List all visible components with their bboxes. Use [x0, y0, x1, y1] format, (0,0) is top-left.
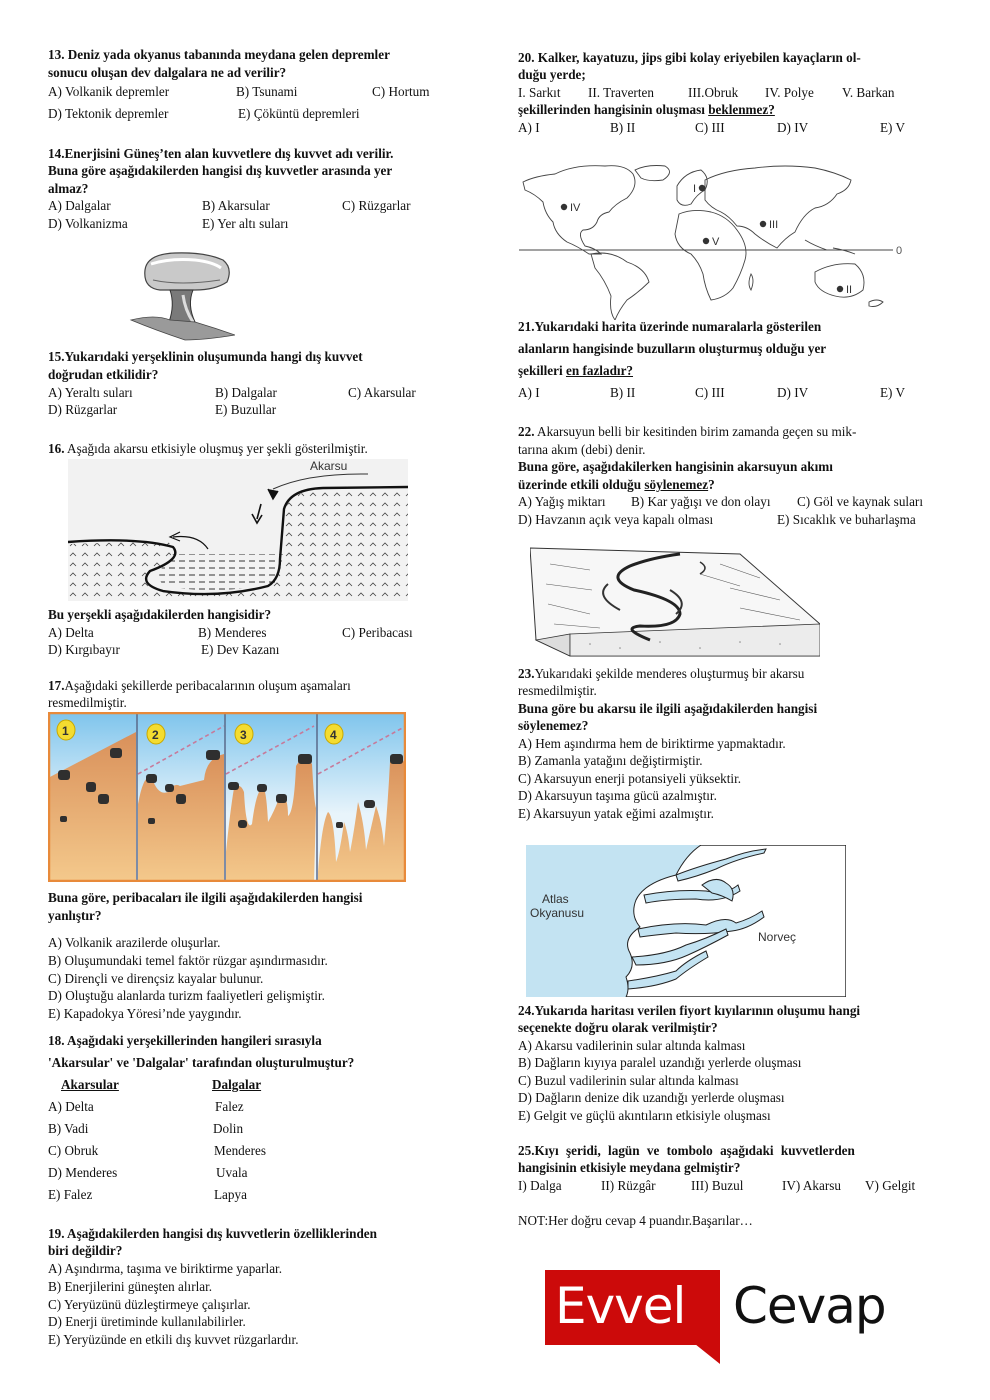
q20-option-d: D) IV — [777, 120, 809, 135]
q14-option-a: A) Dalgalar — [48, 198, 111, 213]
q18-text-2: 'Akarsular' ve 'Dalgalar' tarafından oluşturulmuştur? — [48, 1055, 355, 1070]
q20-item-5: V. Barkan — [842, 85, 895, 100]
q24-text-1: 24.Yukarıda haritası verilen fiyort kıyılarının oluşumu hangi — [518, 1003, 861, 1018]
q16-number: 16. — [48, 441, 65, 456]
q25-option-3: III) Buzul — [691, 1178, 744, 1193]
q23-text-2: resmedilmiştir. — [518, 683, 597, 698]
logo-evvel: Evvel — [555, 1277, 686, 1335]
q20-option-e: E) V — [880, 120, 906, 135]
q22-option-c: C) Göl ve kaynak suları — [797, 494, 923, 509]
map-markers — [561, 185, 843, 292]
q22-text-4-suffix: ? — [708, 477, 715, 492]
meander-diagram — [68, 459, 408, 601]
q19-option-e: E) Yeryüzünde en etkili dış kuvvet rüzgarlardır. — [48, 1332, 299, 1347]
q18-row-c-left: C) Obruk — [48, 1143, 99, 1158]
evvelcevap-logo — [545, 1270, 915, 1370]
q24-option-b: B) Dağların kıyıya paralel uzandığı yerlerde oluşması — [518, 1055, 802, 1070]
q22-text-4 — [518, 476, 715, 494]
q16-option-a: A) Delta — [48, 625, 94, 640]
q22-text-1 — [518, 423, 856, 441]
q20-item-4: IV. Polye — [765, 85, 814, 100]
q18-row-b-right: Dolin — [213, 1121, 244, 1136]
q18-row-c-right: Menderes — [214, 1143, 266, 1158]
q23-option-a: A) Hem aşındırma hem de biriktirme yapmaktadır. — [518, 736, 786, 751]
marker-label-v: V — [712, 236, 720, 248]
q23-option-d: D) Akarsuyun taşıma gücü azalmıştır. — [518, 788, 717, 803]
country-label: Norveç — [758, 930, 797, 944]
q16-option-d: D) Kırgıbayır — [48, 642, 120, 657]
q20-text-4 — [518, 101, 775, 119]
marker-label-i: I — [693, 183, 697, 195]
q13-option-c: C) Hortum — [372, 84, 430, 99]
q24-option-e: E) Gelgit ve güçlü akıntıların etkisiyle oluşması — [518, 1108, 771, 1123]
q22-text-4-prefix: üzerinde etkili olduğu — [518, 477, 645, 492]
q24-option-a: A) Akarsu vadilerinin sular altında kalması — [518, 1038, 746, 1053]
q18-row-e-left: E) Falez — [48, 1187, 93, 1202]
q17-option-d: D) Oluştuğu alanlarda turizm faaliyetleri gelişmiştir. — [48, 988, 325, 1003]
q17-option-a: A) Volkanik arazilerde oluşurlar. — [48, 935, 221, 950]
q23-text-4: söylenemez? — [518, 718, 589, 733]
q21-option-e: E) V — [880, 385, 906, 400]
q14-option-d: D) Volkanizma — [48, 216, 128, 231]
q20-text-4-prefix: şekillerinden hangisinin oluşması — [518, 102, 709, 117]
q15-option-e: E) Buzullar — [215, 402, 277, 417]
stage-3-label: 3 — [240, 728, 247, 742]
q22-option-d: D) Havzanın açık veya kapalı olması — [518, 512, 714, 527]
marker-label-ii: II — [846, 284, 853, 296]
q23-text-1 — [518, 665, 804, 683]
q24-option-c: C) Buzul vadilerinin sular altında kalması — [518, 1073, 739, 1088]
q20-text-1: 20. Kalker, kayatuzu, jips gibi kolay eriyebilen kayaçların ol- — [518, 50, 861, 65]
q19-option-a: A) Aşındırma, taşıma ve biriktirme yaparlar. — [48, 1261, 283, 1276]
q17-option-e: E) Kapadokya Yöresi’nde yaygındır. — [48, 1006, 242, 1021]
q14-text-1: 14.Enerjisini Güneş’ten alan kuvvetlere dış kuvvet adı verilir. — [48, 146, 394, 161]
stage-4-label: 4 — [330, 728, 337, 742]
q13-text-2: sonucu oluşan dev dalgalara ne ad verilir? — [48, 65, 287, 80]
q25-text-1: 25.Kıyı şeridi, lagün ve tombolo aşağıdaki kuvvetlerden — [518, 1143, 855, 1158]
q16-option-b: B) Menderes — [198, 625, 267, 640]
q20-option-a: A) I — [518, 120, 540, 135]
q17-intro-2: resmedilmiştir. — [48, 695, 127, 710]
q25-option-1: I) Dalga — [518, 1178, 562, 1193]
q18-row-d-left: D) Menderes — [48, 1165, 118, 1180]
q14-text-3: almaz? — [48, 181, 89, 196]
q23-option-b: B) Zamanla yatağını değiştirmiştir. — [518, 753, 703, 768]
stage-2-label: 2 — [152, 728, 159, 742]
q16-intro — [48, 440, 368, 458]
q18-row-a-right: Falez — [215, 1099, 244, 1114]
q18-header-akarsular: Akarsular — [61, 1077, 119, 1092]
q22-option-b: B) Kar yağışı ve don olayı — [631, 494, 771, 509]
q15-text-1: 15.Yukarıdaki yerşeklinin oluşumunda hangi dış kuvvet — [48, 349, 363, 364]
q15-option-a: A) Yeraltı suları — [48, 385, 133, 400]
equator-label: 0 — [896, 245, 903, 257]
q17-option-b: B) Oluşumundaki temel faktör rüzgar aşındırmasıdır. — [48, 953, 328, 968]
q18-row-b-left: B) Vadi — [48, 1121, 89, 1136]
q21-option-b: B) II — [610, 385, 636, 400]
q13-option-a: A) Volkanik depremler — [48, 84, 170, 99]
q20-item-3: III.Obruk — [688, 85, 739, 100]
q14-option-b: B) Akarsular — [202, 198, 270, 213]
q17-intro-1 — [48, 677, 351, 695]
q13-option-b: B) Tsunami — [236, 84, 298, 99]
logo-bubble-tail — [695, 1344, 720, 1364]
q18-row-a-left: A) Delta — [48, 1099, 94, 1114]
q25-option-2: II) Rüzgâr — [601, 1178, 656, 1193]
q13-option-d: D) Tektonik depremler — [48, 106, 169, 121]
q21-text-3-prefix: şekilleri — [518, 363, 566, 378]
q16-option-c: C) Peribacası — [342, 625, 413, 640]
q16-option-e: E) Dev Kazanı — [201, 642, 280, 657]
q20-text-2: duğu yerde; — [518, 67, 586, 82]
q23-text-3: Buna göre bu akarsu ile ilgili aşağıdakilerden hangisi — [518, 701, 818, 716]
q18-row-e-right: Lapya — [214, 1187, 247, 1202]
q16-question: Bu yerşekli aşağıdakilerden hangisidir? — [48, 607, 272, 622]
q22-text-1-body: Akarsuyun belli bir kesitinden birim zamanda geçen su mik- — [534, 424, 857, 439]
q14-option-c: C) Rüzgarlar — [342, 198, 411, 213]
q23-option-e: E) Akarsuyun yatak eğimi azalmıştır. — [518, 806, 714, 821]
q20-item-1: I. Sarkıt — [518, 85, 561, 100]
q25-option-5: V) Gelgit — [865, 1178, 916, 1193]
q21-text-3-emph: en fazladır? — [565, 363, 634, 378]
q20-option-b: B) II — [610, 120, 636, 135]
q19-text-1: 19. Aşağıdakilerden hangisi dış kuvvetlerin özelliklerinden — [48, 1226, 377, 1241]
q21-text-3 — [518, 362, 633, 380]
q22-text-4-emph: söylenemez — [644, 477, 709, 492]
q21-option-a: A) I — [518, 385, 540, 400]
ocean-label-1: Atlas — [542, 892, 569, 906]
fjord-map — [526, 845, 846, 997]
q22-text-2: tarına akım (debi) denir. — [518, 442, 646, 457]
q16-intro-text: Aşağıda akarsu etkisiyle oluşmuş yer şekli gösterilmiştir. — [64, 441, 368, 456]
q22-number: 22. — [518, 424, 535, 439]
q25-text-2: hangisinin etkisiyle meydana gelmiştir? — [518, 1160, 741, 1175]
stage-1-label: 1 — [62, 724, 69, 738]
q19-option-c: C) Yeryüzünü düzleştirmeye çalışırlar. — [48, 1297, 251, 1312]
ocean-label-2: Okyanusu — [530, 906, 585, 920]
marker-label-iv: IV — [570, 202, 581, 214]
q25-option-4: IV) Akarsu — [782, 1178, 841, 1193]
q17-question-2: yanlıştır? — [48, 908, 102, 923]
q23-option-c: C) Akarsuyun enerji potansiyeli yüksektir. — [518, 771, 742, 786]
marker-label-iii: III — [769, 219, 779, 231]
q23-text-1-body: Yukarıdaki şekilde menderes oluşturmuş bir akarsu — [534, 666, 805, 681]
q19-option-d: D) Enerji üretiminde kullanılabilirler. — [48, 1314, 246, 1329]
q18-text-1: 18. Aşağıdaki yerşekillerinden hangileri sırasıyla — [48, 1033, 322, 1048]
q20-item-2: II. Traverten — [588, 85, 654, 100]
q21-text-2: alanların hangisinde buzulların oluşturmuş olduğu yer — [518, 341, 827, 356]
q17-question-1: Buna göre, peribacaları ile ilgili aşağıdakilerden hangisi — [48, 890, 363, 905]
q15-option-c: C) Akarsular — [348, 385, 416, 400]
q24-option-d: D) Dağların denize dik uzandığı yerlerde oluşması — [518, 1090, 785, 1105]
q21-text-1: 21.Yukarıdaki harita üzerinde numaralarla gösterilen — [518, 319, 822, 334]
q21-option-d: D) IV — [777, 385, 809, 400]
q20-option-c: C) III — [695, 120, 725, 135]
q20-text-4-emph: beklenmez? — [708, 102, 775, 117]
exam-note: NOT:Her doğru cevap 4 puandır.Başarılar… — [518, 1213, 753, 1228]
q18-row-d-right: Uvala — [216, 1165, 248, 1180]
q15-option-d: D) Rüzgarlar — [48, 402, 118, 417]
q23-number: 23. — [518, 666, 535, 681]
q19-option-b: B) Enerjilerini güneşten alırlar. — [48, 1279, 213, 1294]
q17-number: 17. — [48, 678, 65, 693]
q24-text-2: seçenekte doğru olarak verilmiştir? — [518, 1020, 718, 1035]
q17-option-c: C) Dirençli ve dirençsiz kayalar bulunur. — [48, 971, 264, 986]
q15-text-2: doğrudan etkilidir? — [48, 367, 159, 382]
q22-option-e: E) Sıcaklık ve buharlaşma — [777, 512, 916, 527]
q22-text-3: Buna göre, aşağıdakilerken hangisinin akarsuyun akımı — [518, 459, 833, 474]
meander-block-diagram — [530, 544, 820, 660]
q19-text-2: biri değildir? — [48, 1243, 123, 1258]
q13-text-1: 13. Deniz yada okyanus tabanında meydana gelen depremler — [48, 47, 390, 62]
logo-cevap: Cevap — [733, 1277, 886, 1335]
q15-option-b: B) Dalgalar — [215, 385, 277, 400]
mushroom-rock-image — [125, 250, 235, 345]
q18-header-dalgalar: Dalgalar — [212, 1077, 262, 1092]
q14-option-e: E) Yer altı suları — [202, 216, 289, 231]
q14-text-2: Buna göre aşağıdakilerden hangisi dış kuvvetler arasında yer — [48, 163, 393, 178]
akarsu-label: Akarsu — [310, 459, 348, 473]
world-map — [515, 150, 905, 320]
q13-option-e: E) Çöküntü depremleri — [238, 106, 360, 121]
fairy-chimney-stages-image — [48, 712, 406, 882]
q22-option-a: A) Yağış miktarı — [518, 494, 606, 509]
q21-option-c: C) III — [695, 385, 725, 400]
q17-intro-text-1: Aşağıdaki şekillerde peribacalarının oluşum aşamaları — [64, 678, 351, 693]
